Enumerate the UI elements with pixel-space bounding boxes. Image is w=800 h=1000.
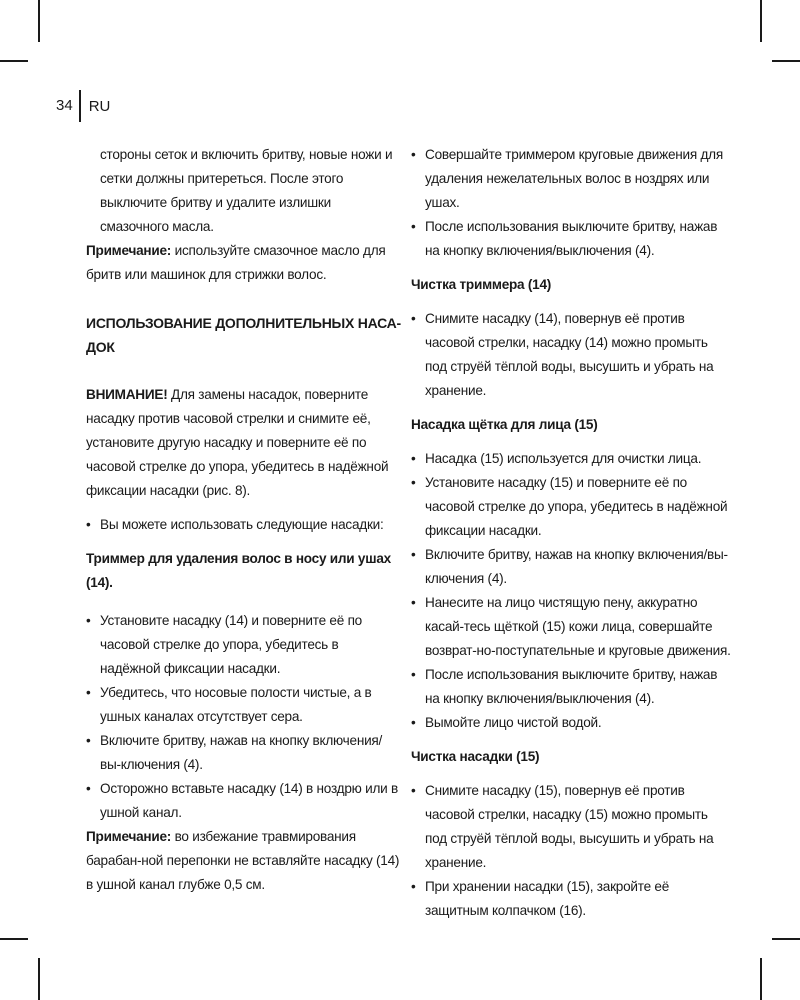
- page-header: [56, 90, 110, 122]
- warning-paragraph: [86, 383, 402, 503]
- crop-mark-top-left: [38, 0, 40, 42]
- intro-list: [86, 513, 402, 537]
- list-item: • Вы можете использовать следующие насадки:: [86, 513, 402, 537]
- note-text: используйте смазочное масло для бритв или машинок для стрижки волос.: [86, 243, 386, 282]
- list-item: • После использования выключите бритву, нажав на кнопку включения/выключения (4).: [411, 663, 731, 711]
- list-item: • Вымойте лицо чистой водой.: [411, 711, 731, 735]
- list-item: • Включите бритву, нажав на кнопку включения/вы-ключения (4).: [86, 729, 402, 777]
- warning-text: Для замены насадок, поверните насадку против часовой стрелки и снимите её, установите другую насадку и поверните её по часовой стрелке до упора, убедитесь в надёжной фиксации насадки (рис. 8).: [86, 387, 389, 498]
- note-eardrum: [86, 825, 402, 897]
- list-item: • Снимите насадку (15), повернув её против часовой стрелки, насадку (15) можно промыть под струёй тёплой воды, высушить и убрать на хранение.: [411, 779, 731, 875]
- crop-mark-top-left-h: [0, 60, 28, 62]
- list-item: • При хранении насадки (15), закройте её защитным колпачком (16).: [411, 875, 731, 923]
- section-heading: ИСПОЛЬЗОВАНИЕ ДОПОЛНИТЕЛЬНЫХ НАСА-ДОК: [86, 315, 401, 355]
- face-brush-heading: Насадка щётка для лица (15): [411, 417, 598, 432]
- right-column: [411, 143, 731, 923]
- crop-mark-bottom-right: [760, 958, 762, 1000]
- crop-mark-bottom-left-h: [0, 938, 28, 940]
- trimmer-list-continued: [411, 143, 731, 263]
- language-code: RU: [88, 97, 111, 115]
- cleaning-trimmer-list: [411, 307, 731, 403]
- face-brush-list: [411, 447, 731, 735]
- list-item: • Осторожно вставьте насадку (14) в ноздрю или в ушной канал.: [86, 777, 402, 825]
- list-item: • Нанесите на лицо чистящую пену, аккуратно касай-тесь щёткой (15) кожи лица, совершайте возврат-но-поступательные и круговые движения.: [411, 591, 731, 663]
- note-label: Примечание:: [86, 829, 172, 844]
- cleaning-attachment-heading: Чистка насадки (15): [411, 749, 540, 764]
- continuation-text: стороны сеток и включить бритву, новые ножи и сетки должны притереться. После этого выключите бритву и удалите излишки смазочного масла.: [100, 147, 393, 234]
- list-item: • Установите насадку (15) и поверните её по часовой стрелке до упора, убедитесь в надёжной фиксации насадки.: [411, 471, 731, 543]
- list-item: • Включите бритву, нажав на кнопку включения/вы-ключения (4).: [411, 543, 731, 591]
- cleaning-trimmer-heading: Чистка триммера (14): [411, 277, 552, 292]
- crop-mark-top-right-h: [772, 60, 800, 62]
- crop-mark-top-right: [760, 0, 762, 42]
- warning-label: ВНИМАНИЕ!: [86, 387, 168, 402]
- note-text: во избежание травмирования барабан-ной перепонки не вставляйте насадку (14) в ушной канал глубже 0,5 см.: [86, 829, 400, 892]
- crop-mark-bottom-left: [38, 958, 40, 1000]
- note-label: Примечание:: [86, 243, 172, 258]
- list-item: • Убедитесь, что носовые полости чистые, а в ушных каналах отсутствует сера.: [86, 681, 402, 729]
- left-column: [86, 143, 402, 897]
- list-item: • Насадка (15) используется для очистки лица.: [411, 447, 731, 471]
- note-oil: [86, 239, 402, 287]
- cleaning-attachment-list: [411, 779, 731, 923]
- list-item: • После использования выключите бритву, нажав на кнопку включения/выключения (4).: [411, 215, 731, 263]
- list-item: • Установите насадку (14) и поверните её по часовой стрелке до упора, убедитесь в надёжной фиксации насадки.: [86, 609, 402, 681]
- list-item: • Совершайте триммером круговые движения для удаления нежелательных волос в ноздрях или ушах.: [411, 143, 731, 215]
- crop-mark-bottom-right-h: [772, 938, 800, 940]
- page-number: 34: [56, 90, 81, 122]
- trimmer-list: [86, 609, 402, 825]
- list-item: • Снимите насадку (14), повернув её против часовой стрелки, насадку (14) можно промыть под струёй тёплой воды, высушить и убрать на хранение.: [411, 307, 731, 403]
- trimmer-heading: Триммер для удаления волос в носу или ушах (14).: [86, 551, 391, 590]
